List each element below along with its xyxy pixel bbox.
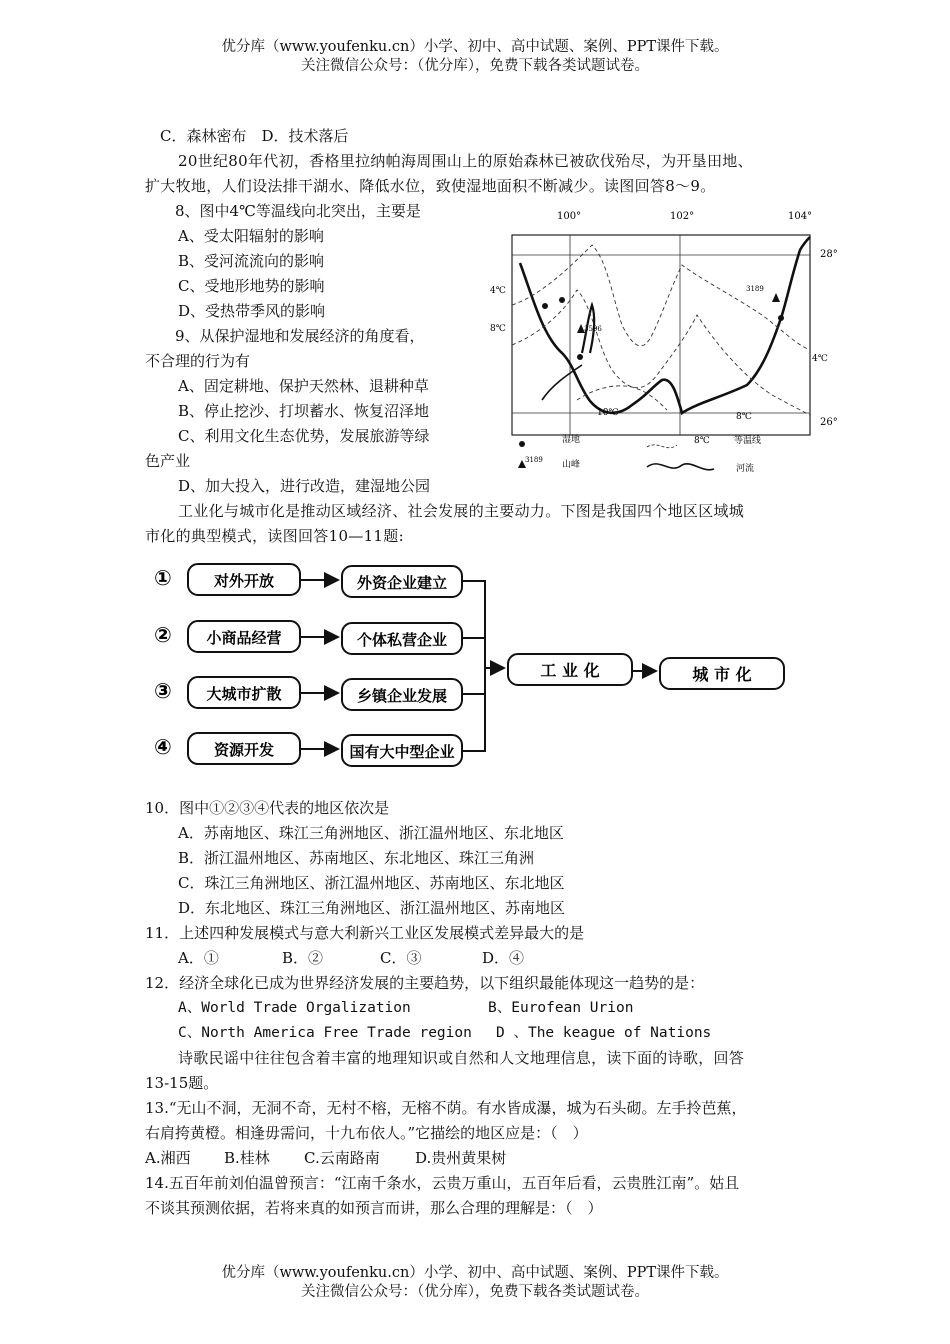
iso-label-8c-bottom: 8℃ bbox=[694, 436, 710, 446]
q9-option-c-line1: C、利用文化生态优势，发展旅游等绿 bbox=[178, 427, 430, 445]
q8-stem: 8、图中4℃等温线向北突出，主要是 bbox=[175, 202, 421, 220]
peak-elevation-east: 3189 bbox=[746, 285, 764, 293]
lon-label-104: 104° bbox=[788, 211, 813, 222]
page-footer-line2: 关注微信公众号：（优分库），免费下载各类试题试卷。 bbox=[301, 1284, 649, 1300]
merge-bracket bbox=[462, 581, 485, 751]
peak-marker bbox=[772, 293, 780, 302]
legend-peak-label: 山峰 bbox=[562, 460, 581, 470]
iso-label-8c-south: 8℃ bbox=[736, 412, 752, 422]
source-label-1: 对外开放 bbox=[213, 572, 275, 590]
isotherm-4c bbox=[512, 245, 810, 350]
q10-option-a: A．苏南地区、珠江三角洲地区、浙江温州地区、东北地区 bbox=[178, 824, 564, 842]
isotherm-10c bbox=[577, 386, 667, 410]
q9-option-a: A、固定耕地、保护天然林、退耕种草 bbox=[178, 377, 429, 395]
wetland-marker bbox=[559, 297, 565, 303]
q12-option-c: C、North America Free Trade region bbox=[178, 1025, 472, 1041]
model-number-3: ③ bbox=[154, 679, 172, 703]
source-label-4: 资源开发 bbox=[213, 741, 275, 759]
q10-option-b: B．浙江温州地区、苏南地区、东北地区、珠江三角洲 bbox=[178, 849, 535, 867]
intro-paragraph-3-line1: 诗歌民谣中往往包含着丰富的地理知识或自然和人文地理信息，读下面的诗歌，回答 bbox=[178, 1049, 745, 1067]
legend-river-symbol bbox=[647, 464, 714, 470]
q13-option-c: C.云南路南 bbox=[304, 1149, 380, 1167]
legend-wetland-symbol bbox=[519, 441, 525, 447]
q9-option-d: D、加大投入，进行改造，建湿地公园 bbox=[178, 477, 431, 495]
enterprise-label-1: 外资企业建立 bbox=[356, 574, 448, 592]
q14-stem-line1: 14.五百年前刘伯温曾预言：“江南千条水，云贵万重山，五百年后看，云贵胜江南”。姑且 bbox=[145, 1174, 740, 1192]
q11-option-a: A．① bbox=[178, 949, 219, 967]
lon-label-102: 102° bbox=[670, 211, 695, 222]
legend-isotherm-label: 等温线 bbox=[734, 436, 762, 446]
q11-option-c: C．③ bbox=[380, 949, 422, 967]
industrialization-label: 工 业 化 bbox=[540, 661, 600, 680]
q13-option-b: B.桂林 bbox=[224, 1149, 270, 1167]
previous-question-options: C．森林密布 D．技术落后 bbox=[160, 127, 349, 145]
model-number-4: ④ bbox=[154, 735, 172, 759]
lon-label-100: 100° bbox=[557, 211, 582, 222]
q13-stem-line1: 13.“无山不洞，无洞不奇，无村不榕，无榕不荫。有水皆成瀑，城为石头砌。左手拎芭蕉， bbox=[145, 1099, 747, 1117]
napahai-isotherm-map bbox=[482, 205, 842, 480]
iso-label-8c-west: 8℃ bbox=[490, 324, 506, 334]
main-river bbox=[520, 237, 810, 413]
lat-label-28: 28° bbox=[820, 249, 838, 260]
map-frame bbox=[512, 235, 810, 435]
peak-elevation-west: 3596 bbox=[584, 325, 602, 333]
q9-option-b: B、停止挖沙、打坝蓄水、恢复沼泽地 bbox=[178, 402, 430, 420]
legend-river-label: 河流 bbox=[736, 464, 755, 474]
intro-paragraph-3-line2: 13-15题。 bbox=[145, 1074, 219, 1092]
q13-stem-line2: 右肩挎黄橙。相逢毋需问，十九布依人。”它描绘的地区应是：（ ） bbox=[145, 1124, 588, 1142]
iso-label-4c-west: 4℃ bbox=[490, 286, 506, 296]
intro-paragraph-1-line1: 20世纪80年代初，香格里拉纳帕海周围山上的原始森林已被砍伐殆尽，为开垦田地、 bbox=[178, 152, 753, 170]
q14-stem-line2: 不谈其预测依据，若将来真的如预言而讲，那么合理的理解是：（ ） bbox=[145, 1199, 603, 1217]
q9-option-c-line2: 色产业 bbox=[145, 452, 191, 470]
q8-option-a: A、受太阳辐射的影响 bbox=[178, 227, 324, 245]
q12-option-b: B、Eurofean Urion bbox=[488, 1000, 634, 1016]
iso-label-10c: 10℃ bbox=[597, 408, 619, 418]
q10-option-d: D．东北地区、珠江三角洲地区、浙江温州地区、苏南地区 bbox=[178, 899, 566, 917]
q8-option-b: B、受河流流向的影响 bbox=[178, 252, 325, 270]
intro-paragraph-2-line1: 工业化与城市化是推动区域经济、社会发展的主要动力。下图是我国四个地区区域城 bbox=[178, 502, 745, 520]
page-header-line1: 优分库（www.youfenku.cn）小学、初中、高中试题、案例、PPT课件下载。 bbox=[221, 39, 729, 55]
enterprise-label-2: 个体私营企业 bbox=[356, 631, 448, 649]
q11-stem: 11．上述四种发展模式与意大利新兴工业区发展模式差异最大的是 bbox=[145, 924, 585, 942]
q11-option-b: B．② bbox=[282, 949, 324, 967]
intro-paragraph-2-line2: 市化的典型模式，读图回答10—11题: bbox=[145, 527, 404, 545]
q12-option-a: A、World Trade Orgalization bbox=[178, 1000, 411, 1016]
wetland-marker bbox=[778, 315, 784, 321]
wetland-marker bbox=[542, 303, 548, 309]
q9-stem-line1: 9、从保护湿地和发展经济的角度看， bbox=[175, 327, 425, 345]
q12-option-d: D 、The keague of Nations bbox=[496, 1025, 712, 1041]
enterprise-label-4: 国有大中型企业 bbox=[349, 743, 455, 761]
q8-option-d: D、受热带季风的影响 bbox=[178, 302, 326, 320]
legend-peak-value: 3189 bbox=[525, 456, 543, 464]
legend-isotherm-symbol bbox=[647, 445, 677, 448]
lat-label-26: 26° bbox=[820, 417, 838, 428]
urbanization-label: 城 市 化 bbox=[692, 665, 752, 684]
q10-stem: 10．图中①②③④代表的地区依次是 bbox=[145, 799, 390, 817]
q12-stem: 12．经济全球化已成为世界经济发展的主要趋势，以下组织最能体现这一趋势的是： bbox=[145, 974, 705, 992]
wetland-marker bbox=[577, 354, 583, 360]
q13-option-a: A.湘西 bbox=[145, 1149, 191, 1167]
page-footer-line1: 优分库（www.youfenku.cn）小学、初中、高中试题、案例、PPT课件下载。 bbox=[221, 1265, 729, 1281]
q10-option-c: C．珠江三角洲地区、浙江温州地区、苏南地区、东北地区 bbox=[178, 874, 565, 892]
enterprise-label-3: 乡镇企业发展 bbox=[356, 687, 448, 705]
model-number-1: ① bbox=[154, 566, 172, 590]
source-label-3: 大城市扩散 bbox=[206, 685, 282, 703]
model-number-2: ② bbox=[154, 623, 172, 647]
page-header-line2: 关注微信公众号：（优分库），免费下载各类试题试卷。 bbox=[301, 58, 649, 74]
urbanization-model-diagram bbox=[140, 550, 810, 790]
isotherm-8c bbox=[512, 290, 810, 415]
q11-option-d: D．④ bbox=[482, 949, 525, 967]
iso-label-4c-east: 4℃ bbox=[812, 354, 828, 364]
source-label-2: 小商品经营 bbox=[206, 629, 282, 647]
intro-paragraph-1-line2: 扩大牧地，人们设法排干湖水、降低水位，致使湿地面积不断减少。读图回答8～9。 bbox=[145, 177, 716, 195]
legend-wetland-label: 湿地 bbox=[562, 435, 581, 445]
q9-stem-line2: 不合理的行为有 bbox=[145, 352, 251, 370]
river-branch-south bbox=[542, 365, 582, 400]
q13-option-d: D.贵州黄果树 bbox=[415, 1149, 507, 1167]
q8-option-c: C、受地形地势的影响 bbox=[178, 277, 325, 295]
